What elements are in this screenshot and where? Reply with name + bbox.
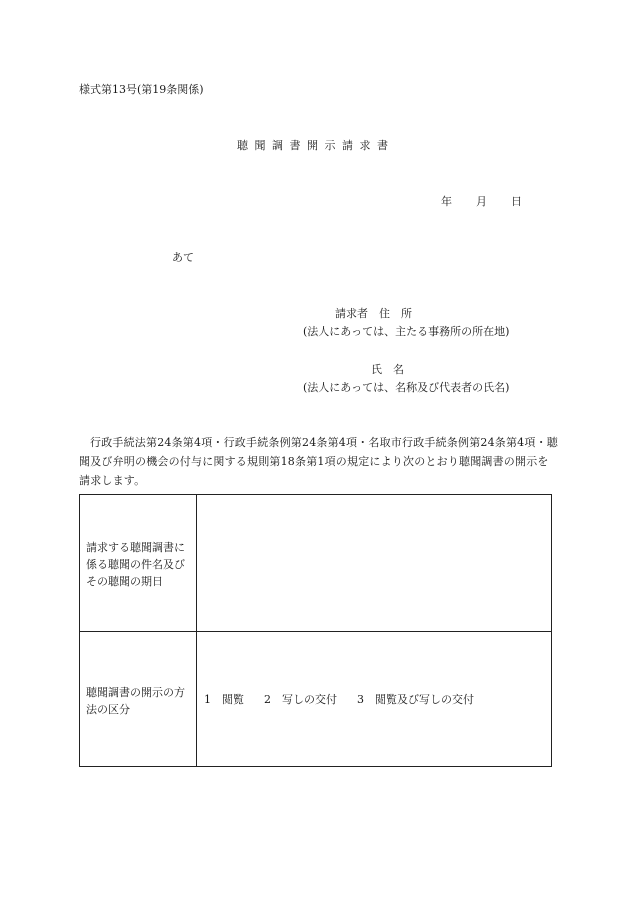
request-statement: 行政手続法第24条第4項・行政手続条例第24条第4項・名取市行政手続条例第24条第4項・聴聞及び弁明の機会の付与に関する規則第18条第1項の規定により次のとおり聴聞調書の開示を請求します。: [79, 436, 558, 487]
request-form-table: [79, 494, 552, 767]
requester-name-note: (法人にあっては、名称及び代表者の氏名): [303, 381, 510, 394]
document-title: 聴聞調書開示請求書: [237, 139, 395, 152]
hearing-subject-label: 請求する聴聞調書に係る聴聞の件名及びその聴聞の期日: [86, 541, 185, 588]
requester-name-label: 氏 名: [371, 363, 404, 376]
option-copy-delivery[interactable]: 2 写しの交付: [264, 693, 337, 706]
date-day-label: 日: [511, 195, 522, 208]
disclosure-method-options: [204, 691, 474, 707]
addressee-suffix: あて: [172, 251, 194, 264]
option-inspection[interactable]: 1 閲覧: [204, 693, 244, 706]
requester-address-note: (法人にあっては、主たる事務所の所在地): [303, 325, 510, 338]
date-line: [441, 193, 522, 209]
table-column-divider: [196, 495, 197, 766]
requester-address-label: 請求者 住 所: [335, 307, 412, 320]
table-row-divider: [80, 631, 551, 632]
disclosure-method-label: 聴聞調書の開示の方法の区分: [86, 686, 185, 716]
form-number: 様式第13号(第19条関係): [79, 83, 204, 96]
date-month-label: 月: [476, 195, 487, 208]
hearing-subject-field[interactable]: [204, 505, 544, 615]
option-inspection-and-copy[interactable]: 3 閲覧及び写しの交付: [357, 693, 474, 706]
date-year-label: 年: [441, 195, 452, 208]
